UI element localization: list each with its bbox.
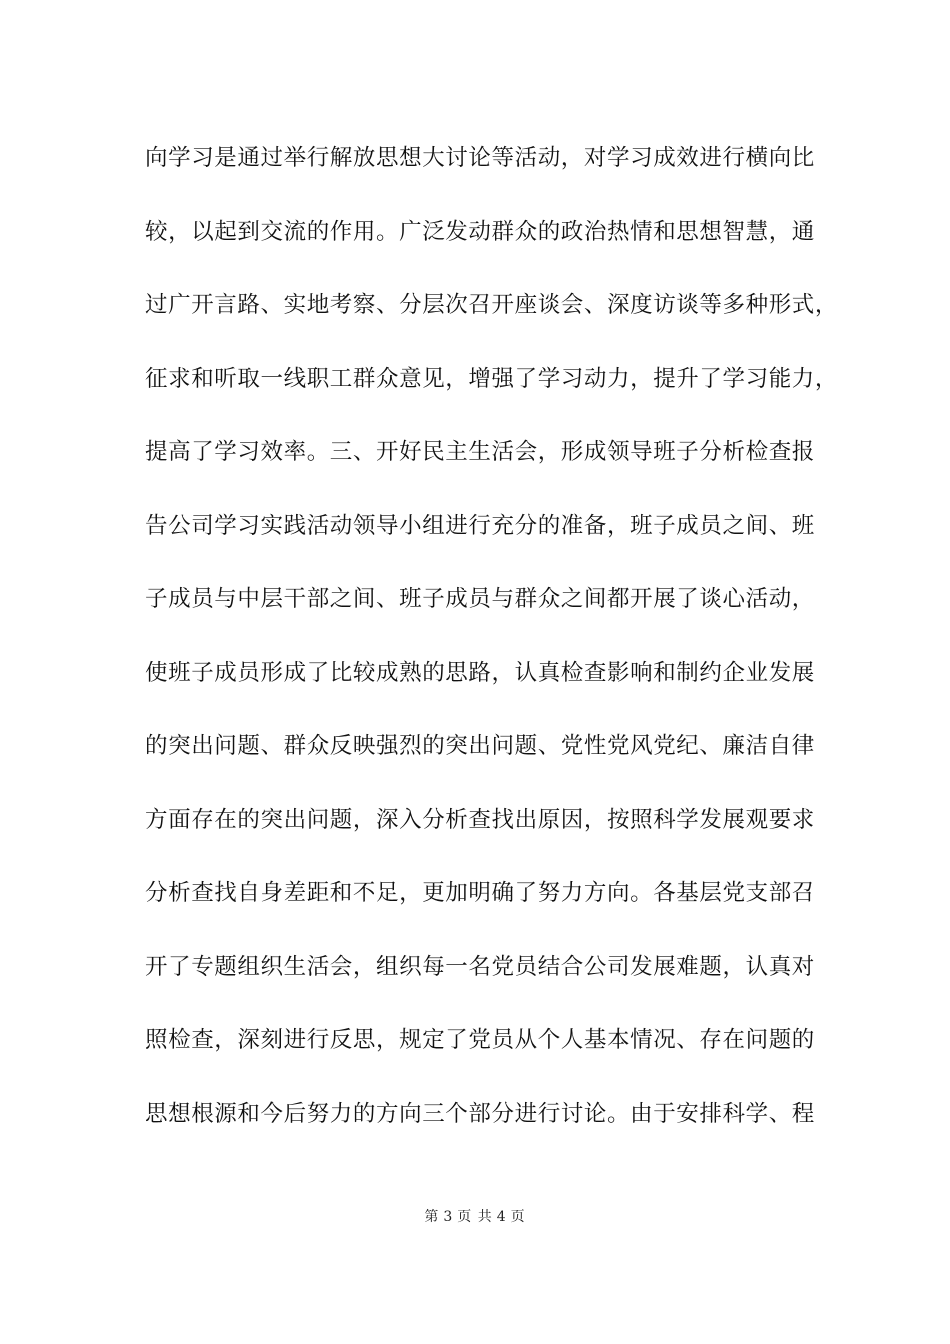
footer-current-page: 3 xyxy=(443,1209,454,1225)
text-line-5: 提高了学习效率。三、开好民主生活会，形成领导班子分析检查报 xyxy=(145,439,815,465)
text-line-14: 思想根源和今后努力的方向三个部分进行讨论。由于安排科学、程 xyxy=(145,1100,815,1127)
text-line-9: 的突出问题、群众反映强烈的突出问题、党性党风党纪、廉洁自律 xyxy=(145,733,815,759)
text-line-10: 方面存在的突出问题，深入分析查找出原因，按照科学发展观要求 xyxy=(145,806,815,833)
text-line-3: 过广开言路、实地考察、分层次召开座谈会、深度访谈等多种形式， xyxy=(145,292,839,318)
text-line-6: 告公司学习实践活动领导小组进行充分的准备，班子成员之间、班 xyxy=(145,512,815,539)
text-line-2: 较，以起到交流的作用。广泛发动群众的政治热情和思想智慧，通 xyxy=(145,218,815,245)
page-footer xyxy=(0,1206,950,1226)
footer-page-suffix: 页 xyxy=(510,1209,526,1225)
text-line-8: 使班子成员形成了比较成熟的思路，认真检查影响和制约企业发展 xyxy=(145,659,815,686)
footer-total-pages: 4 xyxy=(496,1209,507,1225)
text-line-13: 照检查，深刻进行反思，规定了党员从个人基本情况、存在问题的 xyxy=(145,1027,815,1053)
text-line-7: 子成员与中层干部之间、班子成员与群众之间都开展了谈心活动， xyxy=(145,586,815,612)
text-line-11: 分析查找自身差距和不足，更加明确了努力方向。各基层党支部召 xyxy=(145,880,815,906)
text-line-1: 向学习是通过举行解放思想大讨论等活动，对学习成效进行横向比 xyxy=(145,145,815,171)
footer-page-mid: 页 共 xyxy=(457,1209,493,1225)
footer-page-prefix: 第 xyxy=(424,1209,440,1225)
text-line-4: 征求和听取一线职工群众意见，增强了学习动力，提升了学习能力， xyxy=(145,365,839,392)
body-text xyxy=(145,138,839,1167)
text-line-12: 开了专题组织生活会，组织每一名党员结合公司发展难题，认真对 xyxy=(145,953,815,980)
